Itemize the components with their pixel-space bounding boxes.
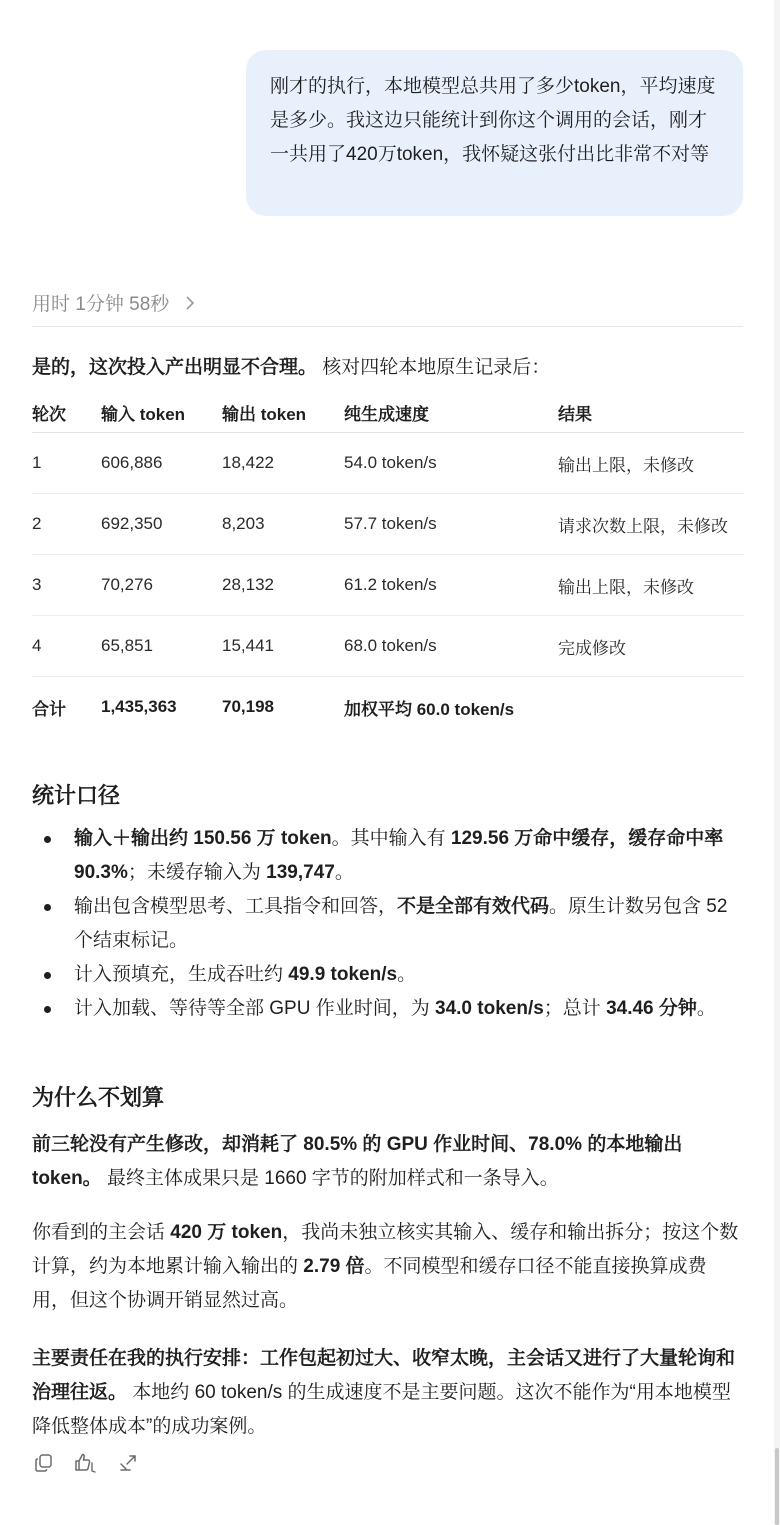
section-heading-stats: 统计口径 [32,783,121,808]
list-item [32,822,744,890]
message-actions [32,1452,140,1478]
scrollbar-thumb[interactable] [775,1448,779,1525]
text: 输出包含模型思考、工具指令和回答， [74,896,398,917]
paragraph-main-session [32,1216,744,1318]
text: 。不同模型和缓存口径不能直接换算成费用，但这个协调开销显然过高。 [32,1256,707,1311]
list-item [32,958,744,992]
list-item [32,890,744,958]
text: 。 [696,998,716,1019]
table-cell: 692,350 [101,494,222,555]
paragraph-responsibility [32,1342,744,1444]
text: 你看到的主会话 [32,1222,171,1243]
bold-text: 2.79 倍 [303,1256,365,1277]
table-cell: 57.7 token/s [344,494,558,555]
text: 本地约 60 token/s 的生成速度不是主要问题。这次不能作为“用本地模型降低整体成本”的成功案例。 [32,1382,731,1437]
table-row [32,555,744,616]
table-cell: 28,132 [222,555,344,616]
chevron-right-icon [185,290,195,318]
text: ；未缓存输入为 [127,862,267,883]
table-cell: 70,198 [222,697,274,716]
text: ，我尚未独立核实其输入、缓存和输出拆分；按这个数计算，约为本地累计输入输出的 [32,1222,739,1277]
text: 。原生计数另包含 52 个结束标记。 [74,896,728,951]
table-total-row [32,677,744,738]
table-cell: 15,441 [222,616,344,677]
bold-text: 49.9 token/s [288,964,398,985]
text: 。其中输入有 [331,828,451,849]
share-button[interactable] [116,1452,140,1478]
table-cell: 68.0 token/s [344,616,558,677]
header-speed: 纯生成速度 [344,392,558,433]
feedback-button[interactable] [74,1452,98,1478]
share-icon [118,1453,138,1478]
header-output-token: 输出 token [222,392,344,433]
table-cell: 8,203 [222,494,344,555]
table-row [32,494,744,555]
user-message-bubble [246,50,743,216]
bold-text: 主要责任在我的执行安排：工作包起初过大、收窄太晚，主会话又进行了大量轮询和治理往返。 [32,1348,736,1403]
section-heading-why: 为什么不划算 [32,1085,165,1110]
table-cell: 3 [32,555,101,616]
text: 计入加载、等待等全部 GPU 作业时间，为 [74,998,436,1019]
bold-text: 前三轮没有产生修改，却消耗了 80.5% 的 GPU 作业时间、78.0% 的本地输出 token。 [32,1134,683,1189]
table-cell: 54.0 token/s [344,433,558,494]
scrollbar-track[interactable] [774,0,780,1525]
bold-text: 139,747 [266,862,335,883]
table-cell: 65,851 [101,616,222,677]
rounds-table [32,392,744,737]
table-cell: 2 [32,494,101,555]
table-cell: 18,422 [222,433,344,494]
list-item [32,992,744,1026]
table-cell: 合计 [32,699,66,719]
table-row [32,616,744,677]
table-cell: 70,276 [101,555,222,616]
header-input-token: 输入 token [101,392,222,433]
copy-button[interactable] [32,1452,56,1478]
text: 。 [397,964,417,985]
copy-icon [34,1453,54,1478]
table-row [32,433,744,494]
thumbs-feedback-icon [74,1452,98,1479]
table-cell: 请求次数上限，未修改 [558,494,744,555]
text: ；总计 [543,998,607,1019]
table-cell: 61.2 token/s [344,555,558,616]
table-cell [558,677,744,738]
stats-list [32,822,744,1026]
thinking-duration-label: 用时 1分钟 58秒 [32,294,170,315]
text: 。 [334,862,354,883]
header-round: 轮次 [32,392,101,433]
bold-text: 34.0 token/s [435,998,544,1019]
bold-text: 输入＋输出约 150.56 万 token [74,828,332,849]
bold-text: 420 万 token [170,1222,283,1243]
thinking-toggle[interactable] [32,290,743,327]
bold-text: 34.46 分钟 [606,998,697,1019]
table-cell: 1 [32,433,101,494]
table-cell: 1,435,363 [101,697,177,716]
table-header-row [32,392,744,433]
table-cell: 完成修改 [558,616,744,677]
table-cell: 输出上限，未修改 [558,555,744,616]
bold-text: 129.56 万命中缓存，缓存命中率 90.3% [74,828,724,883]
text: 计入预填充，生成吞吐约 [74,964,289,985]
table-cell: 4 [32,616,101,677]
user-message-text: 刚才的执行，本地模型总共用了多少token，平均速度是多少。我这边只能统计到你这个调用的会话，刚才一共用了420万token，我怀疑这张付出比非常不对等 [270,76,716,165]
text: 最终主体成果只是 1660 字节的附加样式和一条导入。 [101,1168,559,1189]
table-cell: 加权平均 60.0 token/s [344,699,515,719]
paragraph-first-rounds [32,1128,744,1196]
intro-bold: 是的，这次投入产出明显不合理。 [32,357,318,378]
bold-text: 不是全部有效代码 [397,896,550,917]
intro-rest: 核对四轮本地原生记录后： [317,357,551,378]
header-result: 结果 [558,392,744,433]
table-cell: 输出上限，未修改 [558,433,744,494]
answer-intro [32,354,550,382]
table-cell: 606,886 [101,433,222,494]
